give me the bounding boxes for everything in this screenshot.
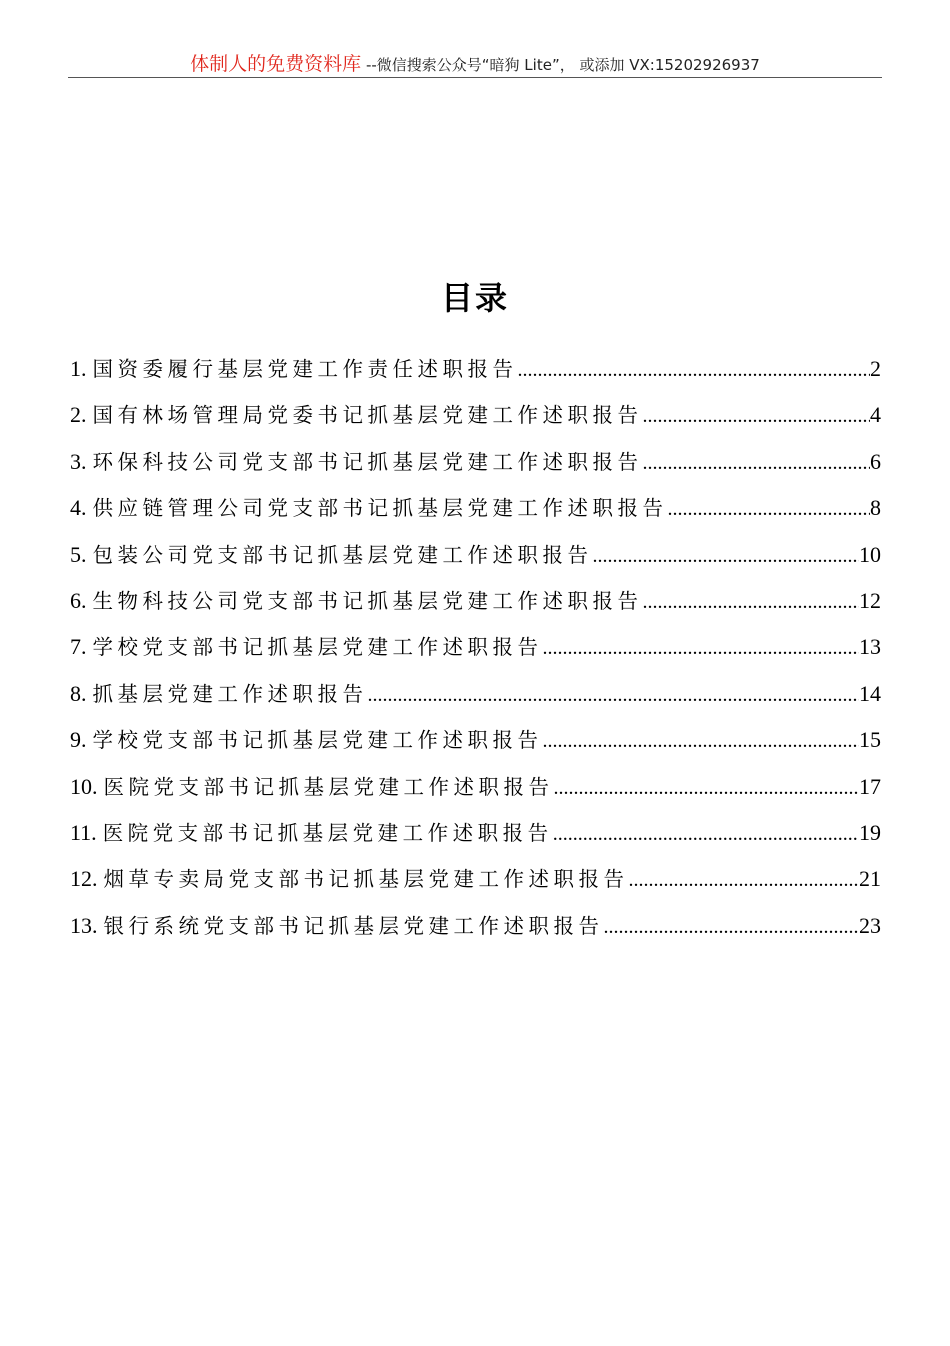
toc-entry-title: 包装公司党支部书记抓基层党建工作述职报告	[92, 542, 593, 567]
toc-entry-page: 17	[859, 773, 881, 799]
toc-entry-number: 9.	[70, 727, 87, 753]
toc-entry-page: 12	[859, 587, 881, 613]
toc-entry-2[interactable]	[70, 392, 881, 438]
toc-entry-5[interactable]	[70, 532, 881, 578]
toc-entry-number: 13.	[70, 912, 98, 938]
toc-leader-dots	[604, 904, 860, 949]
toc-entry-number: 5.	[70, 541, 87, 567]
toc-entry-page: 14	[859, 680, 881, 706]
toc-leader-dots	[643, 440, 871, 485]
toc-entry-7[interactable]	[70, 624, 881, 670]
toc-entry-number: 1.	[70, 356, 87, 381]
toc-leader-dots	[643, 393, 871, 438]
toc-entry-8[interactable]	[70, 671, 881, 717]
toc-entry-title: 医院党支部书记抓基层党建工作述职报告	[103, 774, 554, 799]
toc-entry-page: 19	[859, 819, 881, 845]
toc-entry-page: 21	[859, 866, 881, 892]
toc-entry-page: 15	[859, 727, 881, 753]
toc-entry-title: 学校党支部书记抓基层党建工作述职报告	[92, 728, 543, 753]
header-contact: --微信搜索公众号“暗狗 Lite”， 或添加 VX:15202926937	[361, 56, 760, 74]
toc-entry-10[interactable]	[70, 764, 881, 810]
page-header	[68, 50, 882, 78]
toc-entry-number: 11.	[70, 819, 97, 845]
toc-entry-page: 23	[859, 912, 881, 938]
toc-title: 目录	[440, 279, 509, 317]
toc-entry-title: 国资委履行基层党建工作责任述职报告	[92, 357, 518, 381]
toc-entry-11[interactable]	[70, 810, 881, 856]
toc-leader-dots	[629, 857, 860, 902]
toc-entry-page: 4	[870, 402, 881, 428]
toc-entry-9[interactable]	[70, 717, 881, 763]
toc-leader-dots	[543, 718, 860, 763]
toc-leader-dots	[593, 533, 860, 578]
toc-entry-number: 4.	[70, 495, 87, 521]
table-of-contents	[70, 346, 881, 949]
toc-entry-4[interactable]	[70, 485, 881, 531]
toc-entry-number: 7.	[70, 634, 87, 660]
toc-entry-number: 10.	[70, 773, 98, 799]
toc-entry-3[interactable]	[70, 439, 881, 485]
toc-entry-title: 国有林场管理局党委书记抓基层党建工作述职报告	[92, 403, 643, 428]
toc-entry-title: 抓基层党建工作述职报告	[92, 681, 368, 706]
toc-leader-dots	[668, 486, 871, 531]
toc-entry-page: 2	[870, 356, 881, 381]
toc-entry-page: 13	[859, 634, 881, 660]
toc-entry-page: 8	[870, 495, 881, 521]
toc-entry-title: 烟草专卖局党支部书记抓基层党建工作述职报告	[103, 867, 629, 892]
toc-entry-1[interactable]	[70, 346, 881, 392]
toc-entry-number: 12.	[70, 866, 98, 892]
toc-entry-number: 8.	[70, 680, 87, 706]
toc-entry-number: 6.	[70, 587, 87, 613]
toc-entry-12[interactable]	[70, 856, 881, 902]
toc-entry-6[interactable]	[70, 578, 881, 624]
toc-entry-page: 6	[870, 448, 881, 474]
toc-leader-dots	[368, 672, 860, 717]
toc-entry-title: 生物科技公司党支部书记抓基层党建工作述职报告	[92, 588, 643, 613]
toc-entry-title: 环保科技公司党支部书记抓基层党建工作述职报告	[92, 449, 643, 474]
header-brand: 体制人的免费资料库	[190, 53, 362, 75]
toc-leader-dots	[553, 811, 859, 856]
toc-entry-title: 医院党支部书记抓基层党建工作述职报告	[102, 820, 553, 845]
header-divider	[68, 77, 882, 78]
toc-entry-page: 10	[859, 541, 881, 567]
toc-leader-dots	[554, 765, 860, 810]
toc-entry-number: 2.	[70, 402, 87, 428]
toc-entry-title: 银行系统党支部书记抓基层党建工作述职报告	[103, 913, 604, 938]
toc-leader-dots	[543, 625, 860, 670]
toc-entry-13[interactable]	[70, 903, 881, 949]
toc-entry-number: 3.	[70, 448, 87, 474]
toc-entry-title: 供应链管理公司党支部书记抓基层党建工作述职报告	[92, 496, 668, 521]
toc-entry-title: 学校党支部书记抓基层党建工作述职报告	[92, 635, 543, 660]
toc-leader-dots	[643, 579, 860, 624]
toc-leader-dots	[518, 347, 871, 392]
